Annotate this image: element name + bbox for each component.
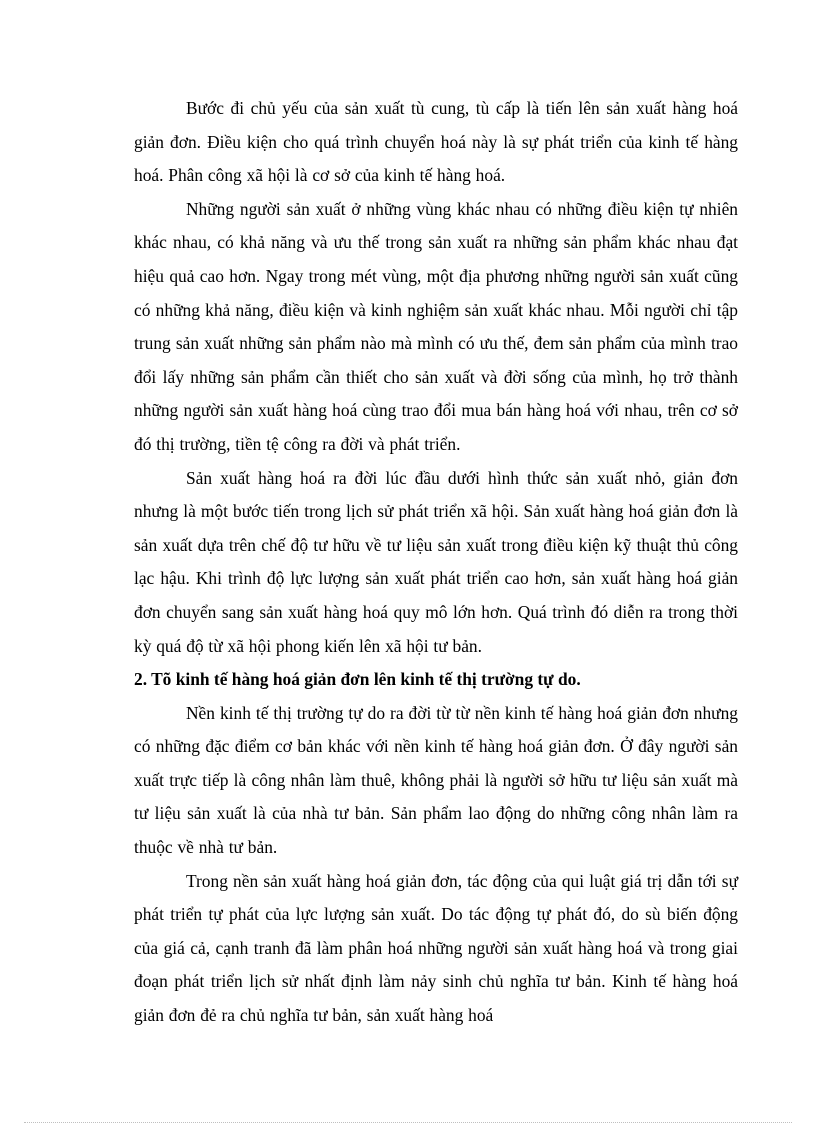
paragraph-1: Bước đi chủ yếu của sản xuất tù cung, tù cấp là tiến lên sản xuất hàng hoá giản đơn. Điều kiện cho quá trình chuyển hoá này là sự phát triển của kinh tế hàng hoá. Phân công xã hội là cơ sở của kinh tế hàng hoá. xyxy=(134,98,738,186)
document-page xyxy=(134,92,738,1033)
paragraph-4: Nền kinh tế thị trường tự do ra đời từ từ nền kinh tế hàng hoá giản đơn nhưng có những đặc điểm cơ bản khác với nền kinh tế hàng hoá giản đơn. Ở đây người sản xuất trực tiếp là công nhân làm thuê, không phải là người sở hữu tư liệu sản xuất mà tư liệu sản xuất là của nhà tư bản. Sản phẩm lao động do những công nhân làm ra thuộc về nhà tư bản. xyxy=(134,702,738,858)
section-heading: 2. Tõ kinh tế hàng hoá giản đơn lên kinh tế thị trường tự do. xyxy=(134,669,581,690)
paragraph-3: Sản xuất hàng hoá ra đời lúc đầu dưới hình thức sản xuất nhỏ, giản đơn nhưng là một bước tiến trong lịch sử phát triển xã hội. Sản xuất hàng hoá giản đơn là sản xuất dựa trên chế độ tư hữu về tư liệu sản xuất trong điều kiện kỹ thuật thủ công lạc hậu. Khi trình độ lực lượng sản xuất phát triển cao hơn, sản xuất hàng hoá giản đơn chuyển sang sản xuất hàng hoá quy mô lớn hơn. Quá trình đó diễn ra trong thời kỳ quá độ từ xã hội phong kiến lên xã hội tư bản. xyxy=(134,467,738,656)
paragraph-5: Trong nền sản xuất hàng hoá giản đơn, tác động của qui luật giá trị dẫn tới sự phát triển tự phát của lực lượng sản xuất. Do tác động tự phát đó, do sù biến động của giá cả, cạnh tranh đã làm phân hoá những người sản xuất hàng hoá và trong giai đoạn phát triển lịch sử nhất định làm nảy sinh chủ nghĩa tư bản. Kinh tế hàng hoá giản đơn đẻ ra chủ nghĩa tư bản, sản xuất hàng hoá xyxy=(134,870,738,1026)
paragraph-2: Những người sản xuất ở những vùng khác nhau có những điều kiện tự nhiên khác nhau, có khả năng và ưu thế trong sản xuất ra những sản phẩm khác nhau đạt hiệu quả cao hơn. Ngay trong mét vùng, một địa phương những người sản xuất cũng có những khả năng, điều kiện và kinh nghiệm sản xuất khác nhau. Mỗi người chỉ tập trung sản xuất những sản phẩm nào mà mình có ưu thế, đem sản phẩm của mình trao đổi lấy những sản phẩm cần thiết cho sản xuất và đời sống của mình, họ trở thành những người sản xuất hàng hoá cùng trao đổi mua bán hàng hoá với nhau, trên cơ sở đó thị trường, tiền tệ công ra đời và phát triển. xyxy=(134,198,738,454)
